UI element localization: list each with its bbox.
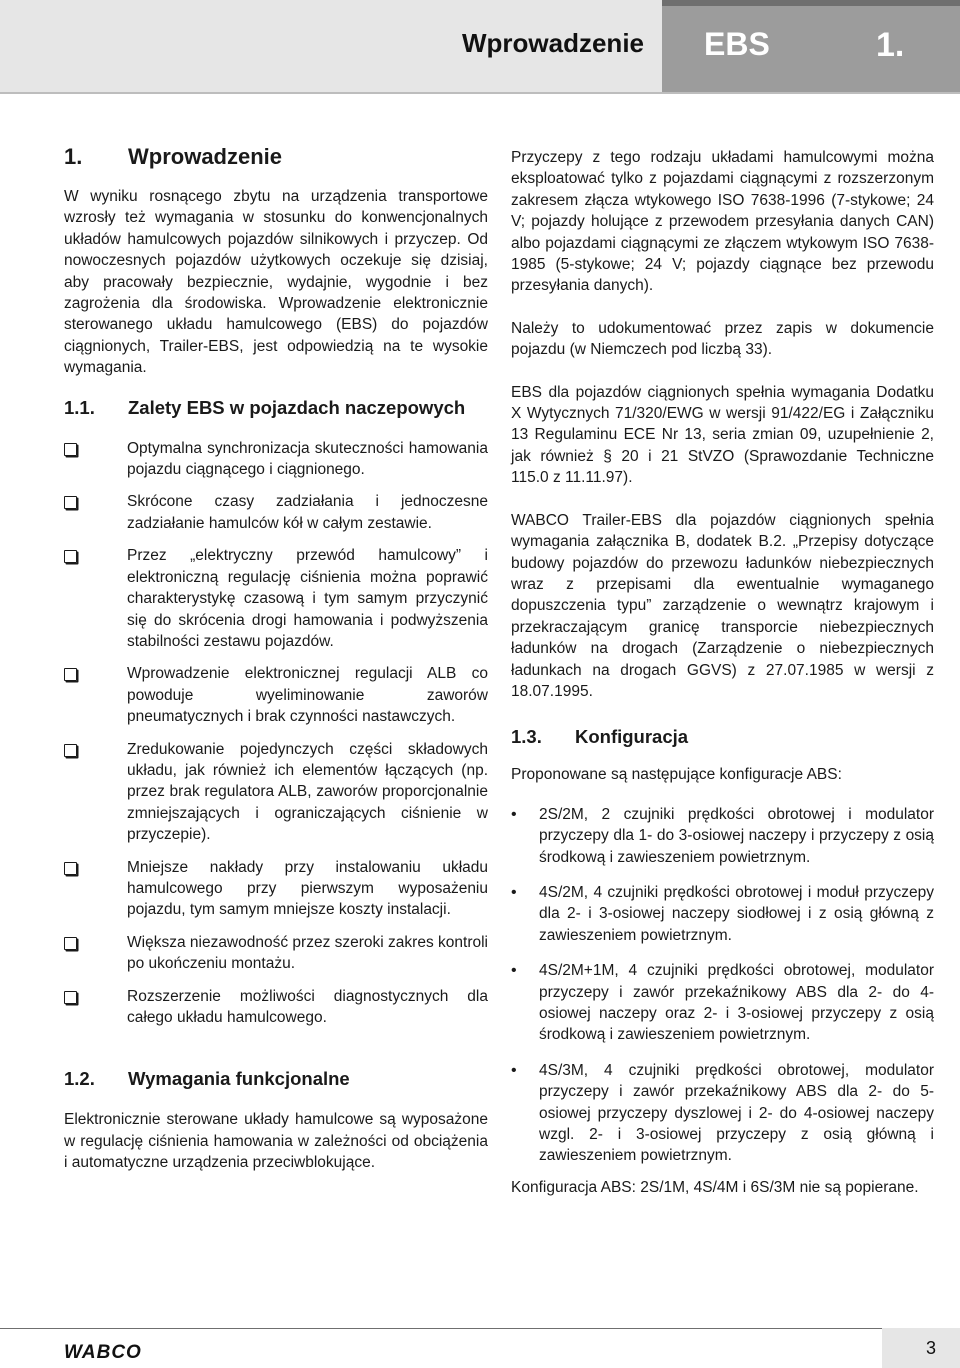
checkbox-icon [64,668,77,681]
section-title: Konfiguracja [575,726,689,748]
page-number: 3 [882,1328,960,1368]
header-tab-strip [662,0,960,6]
bullet-icon: • [511,962,517,980]
list-item: • 4S/2M+1M, 4 czujniki prędkości obrotowej, modulator przyczepy i zawór przekaźnikowy ABS dla 2- do 4-osiowej naczepy oraz 2- i 3-osiowej przyczepy z osią środkową i zawieszeniem powietrznym. [511,962,934,1044]
adr-paragraph: WABCO Trailer-EBS dla pojazdów ciągnionych spełnia wymagania załącznika B, dodatek B.2. „Przepisy dotyczące budowy pojazdów do przewozu ładunków niebezpiecznych wraz z przepisami dla ewentualnie wymaganego dopuszczenia typu” zarządzenie o wewnątrz krajowym i przekraczającym granicę transporcie niebezpiecznych ładunków na drogach (Zarządzenie o niebezpiecznych ładunkach na drogach GGVS) z 27.07.1985 w wersji z 18.07.1995. [511,511,934,700]
list-item: • 4S/3M, 4 czujniki prędkości obrotowej, modulator przyczepy i zawór przekaźnikowy ABS dla 2- do 5-osiowej przyczepy dyszlowej i 2- do 4-osiowej naczepy wzgl. 2- i 3-osiowej przyczepy z osią główną i zawieszeniem powietrznym. [511,1061,934,1165]
header-title: Wprowadzenie [461,28,644,58]
checkbox-icon [64,991,77,1004]
configurations-list [511,804,934,1167]
section-title: Wymagania funkcjonalne [128,1068,350,1090]
section-title: Zalety EBS w pojazdach naczepowych [128,396,466,418]
right-column [511,147,934,1198]
documentation-paragraph: Należy to udokumentować przez zapis w dokumencie pojazdu (w Niemczech pod liczbą 33). [511,319,934,359]
list-item: Zredukowanie pojedynczych części składowych układu, jak również ich elementów łączących (np. przez brak regulatora ALB, zaworów proporcjonalnie zmniejszających i ograniczających ciśnienie w przyczepie). [64,739,488,846]
header-divider [0,92,960,94]
list-item: Rozszerzenie możliwości diagnostycznych dla całego układu hamulcowego. [64,986,488,1029]
wabco-logo: WABCO [64,1342,142,1363]
section-heading-1 [64,142,488,172]
advantages-list [64,438,488,1029]
list-item: Większa niezawodność przez szeroki zakres kontroli po ukończeniu montażu. [64,932,488,975]
section-number: 1.2. [64,1068,95,1090]
section-heading-1-3 [511,724,934,750]
checkbox-icon [64,550,77,563]
compatibility-paragraph: Przyczepy z tego rodzaju układami hamulcowymi można eksploatować tylko z pojazdami ciągnącymi z rozszerzonym zakresem złącza wtykowego ISO 7638-1996 (7-stykowe; 24 V; pojazdy holujące z przewodem przesyłania danych CAN) albo pojazdami ciągnącymi ze złączem wtykowym ISO 7638-1985 (5-stykowe; 24 V; pojazdy ciągnące bez przewodu przesyłania danych). [511,149,934,295]
list-item: Optymalna synchronizacja skuteczności hamowania pojazdu ciągnącego i ciągnionego. [64,438,488,481]
footer-divider [0,1328,960,1329]
section-number: 1.3. [511,726,542,748]
section-number: 1. [64,144,83,169]
list-item: Wprowadzenie elektronicznej regulacji ALB co powoduje wyeliminowanie zaworów pneumatycznych i brak czynności nastawczych. [64,663,488,727]
checkbox-icon [64,496,77,509]
checkbox-icon [64,443,77,456]
list-item: Przez „elektryczny przewód hamulcowy” i elektroniczną regulację ciśnienia można poprawić charakterystykę czasową i tym samym przyczynić się do skrócenia drogi hamowania i podwyższenia stabilności zestawu pojazdów. [64,545,488,652]
list-item: Mniejsze nakłady przy instalowaniu układu hamulcowego przy pierwszym wyposażeniu pojazdu, tym samym mniejsze koszty instalacji. [64,857,488,921]
header-chapter: 1. [876,26,905,64]
functional-requirements-paragraph: Elektronicznie sterowane układy hamulcowe są wyposażone w regulację ciśnienia hamowania w zależności od obciążenia i automatyczne urządzenia przeciwblokujące. [64,1111,488,1172]
section-title: Wprowadzenie [128,144,283,169]
checkbox-icon [64,937,77,950]
section-heading-1-1 [64,395,488,421]
checkbox-icon [64,862,77,875]
list-item: • 4S/2M, 4 czujniki prędkości obrotowej i moduł przyczepy dla 2- i 3-osiowej naczepy siodłowej i z osią główną z zawieszeniem powietrznym. [511,883,934,944]
header-product: EBS [704,26,770,62]
bullet-icon: • [511,805,517,823]
section-number: 1.1. [64,396,95,418]
closing-paragraph: Konfiguracja ABS: 2S/1M, 4S/4M i 6S/3M nie są popierane. [511,1178,919,1196]
section-heading-1-2 [64,1066,488,1092]
bullet-icon: • [511,1061,517,1079]
checkbox-icon [64,744,77,757]
list-item: • 2S/2M, 2 czujniki prędkości obrotowej i modulator przyczepy dla 1- do 3-osiowej naczepy i przyczepy z osią środkową i zawieszeniem powietrznym. [511,805,934,866]
configurations-intro: Proponowane są następujące konfiguracje ABS: [511,766,842,784]
list-item: Skrócone czasy zadziałania i jednoczesne zadziałanie hamulców kół w całym zestawie. [64,491,488,534]
bullet-icon: • [511,883,517,901]
left-column [64,142,488,1174]
intro-paragraph: W wyniku rosnącego zbytu na urządzenia transportowe wzrosły też wymagania w stosunku do konwencjonalnych układów hamulcowych pojazdów silnikowych i przyczep. Od nowoczesnych pojazdów użytkowych oczekuje się dzisiaj, aby pracowały bezpiecznie, wydajnie, wygodnie i bez zagrożenia dla środowiska. Wprowadzenie elektronicznie sterowanego układu hamulcowego (EBS) do pojazdów ciągnionych, Trailer-EBS, jest odpowiedzią na te wysokie wymagania. [64,188,488,377]
regulations-paragraph: EBS dla pojazdów ciągnionych spełnia wymagania Dodatku X Wytycznych 71/320/EWG w wersji 91/422/EG i Załączniku 13 Regulaminu ECE Nr 13, seria zmian 09, uzupełnienie 2, jak również § 20 i 21 StVZO (Sprawozdanie Techniczne 115.0 z 11.11.97). [511,383,934,487]
